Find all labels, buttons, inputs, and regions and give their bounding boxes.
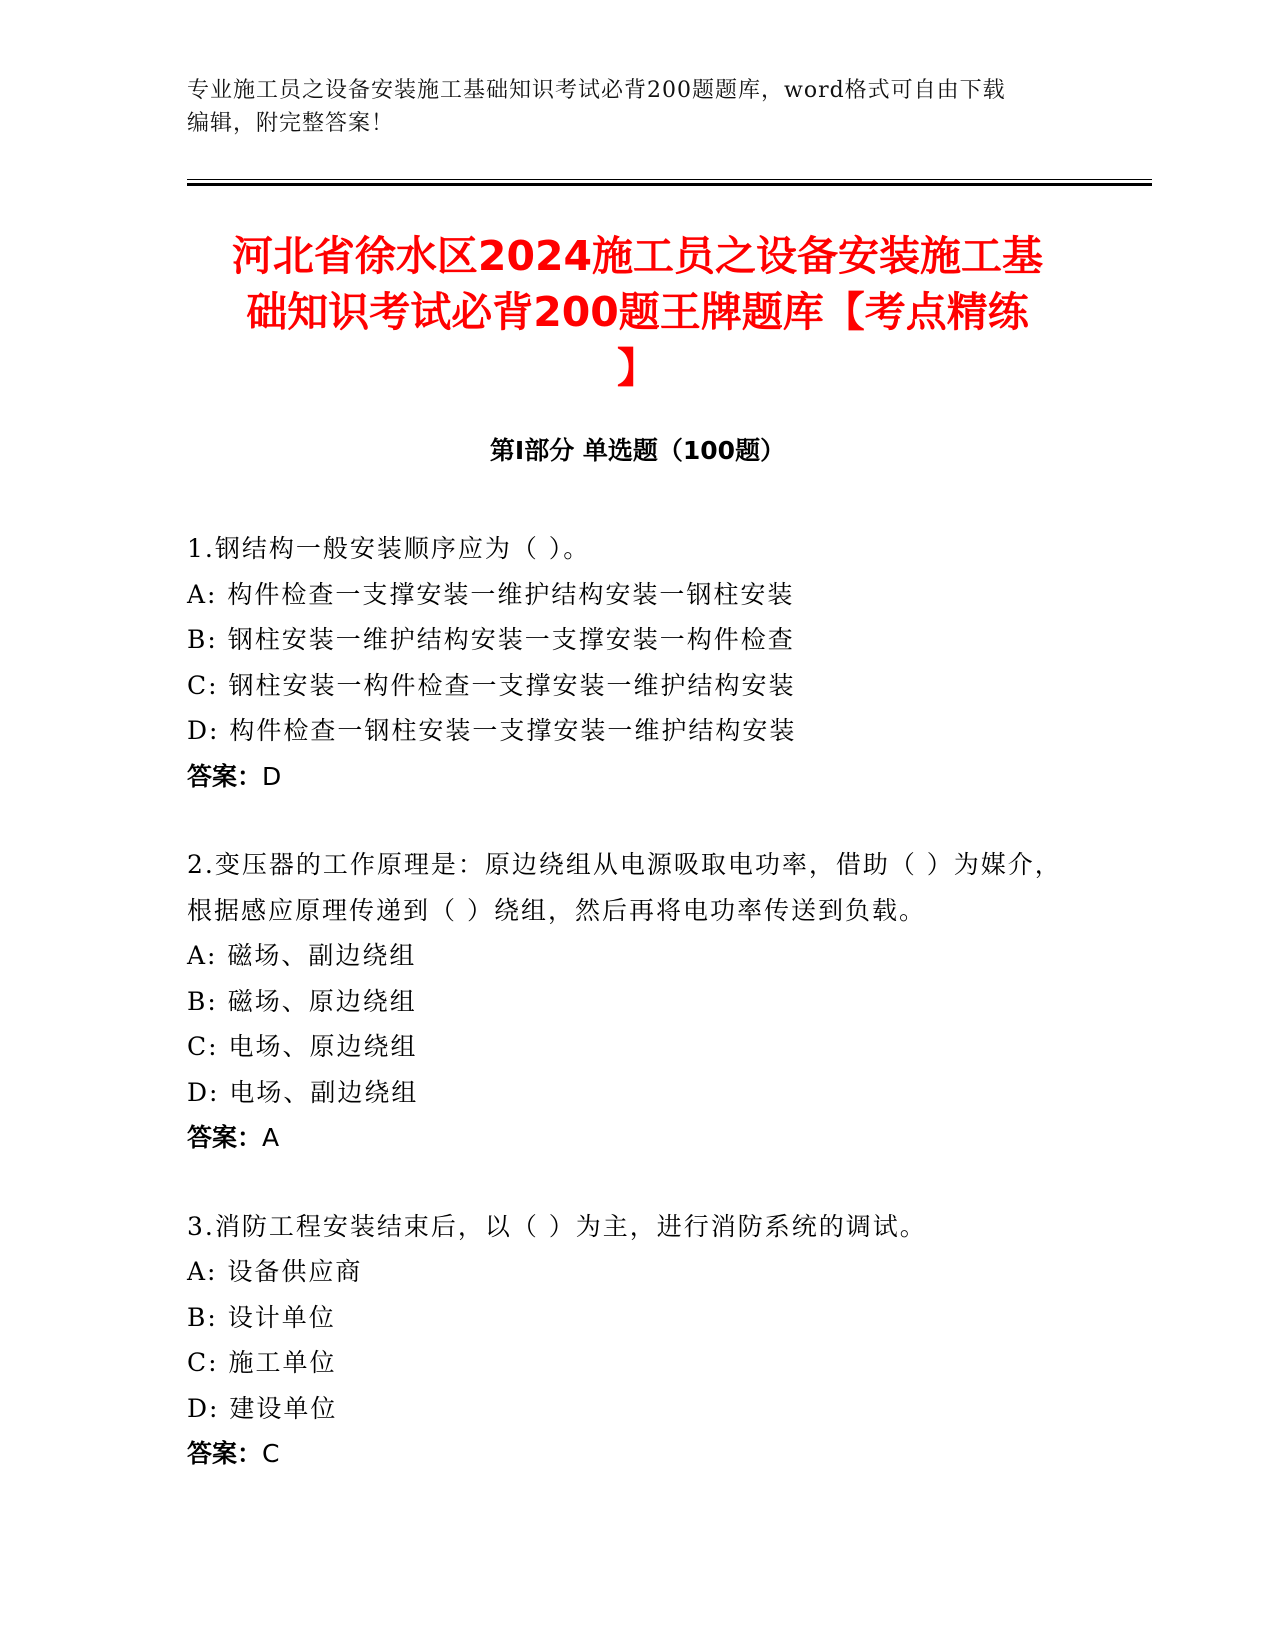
option-a: A: 设备供应商 xyxy=(187,1257,363,1286)
section-heading: 第Ⅰ部分 单选题（100题） xyxy=(489,436,786,465)
answer-value: A xyxy=(262,1123,280,1152)
option-b: B: 设计单位 xyxy=(187,1302,336,1332)
answer-value: D xyxy=(262,761,282,791)
answer-line xyxy=(187,1115,1087,1161)
option-a: A: 磁场、副边绕组 xyxy=(187,941,417,970)
answer-label: 答案： xyxy=(187,1123,263,1152)
option-a: A: 构件检查一支撑安装一维护结构安装一钢柱安装 xyxy=(187,579,795,609)
answer-label: 答案： xyxy=(187,761,263,791)
option-d: D: 建设单位 xyxy=(187,1393,338,1423)
question-stem: 2.变压器的工作原理是：原边绕组从电源吸取电功率，借助（ ）为媒介，根据感应原理传递到（ ）绕组，然后再将电功率传送到负载。 xyxy=(187,850,1062,925)
option-c: C: 施工单位 xyxy=(187,1348,337,1377)
header-note-line: 专业施工员之设备安装施工基础知识考试必背200题题库，word格式可自由下载 xyxy=(187,78,1006,103)
document-title xyxy=(170,228,1105,396)
answer-value: C xyxy=(262,1439,280,1468)
header-divider-thick xyxy=(187,183,1152,186)
question-item xyxy=(187,1204,1087,1477)
header-divider-thin xyxy=(187,179,1152,180)
header-note xyxy=(187,74,1087,140)
title-line: 础知识考试必背200题王牌题库【考点精练 xyxy=(246,288,1029,336)
question-stem: 3.消防工程安装结束后，以（ ）为主，进行消防系统的调试。 xyxy=(187,1211,927,1241)
answer-label: 答案： xyxy=(187,1439,263,1468)
header-note-line: 编辑，附完整答案！ xyxy=(187,111,395,136)
answer-line xyxy=(187,754,1087,800)
question-item xyxy=(187,842,1087,1161)
option-d: D: 电场、副边绕组 xyxy=(187,1077,419,1107)
option-c: C: 钢柱安装一构件检查一支撑安装一维护结构安装 xyxy=(187,670,796,700)
option-d: D: 构件检查一钢柱安装一支撑安装一维护结构安装 xyxy=(187,716,797,745)
option-b: B: 磁场、原边绕组 xyxy=(187,986,417,1016)
question-stem: 1.钢结构一般安装顺序应为（ ）。 xyxy=(187,534,591,563)
question-item xyxy=(187,526,1087,799)
question-list xyxy=(187,526,1087,1520)
title-line: 】 xyxy=(617,344,658,392)
option-c: C: 电场、原边绕组 xyxy=(187,1032,418,1061)
title-line: 河北省徐水区2024施工员之设备安装施工基 xyxy=(231,232,1044,280)
option-b: B: 钢柱安装一维护结构安装一支撑安装一构件检查 xyxy=(187,625,795,654)
answer-line xyxy=(187,1431,1087,1477)
